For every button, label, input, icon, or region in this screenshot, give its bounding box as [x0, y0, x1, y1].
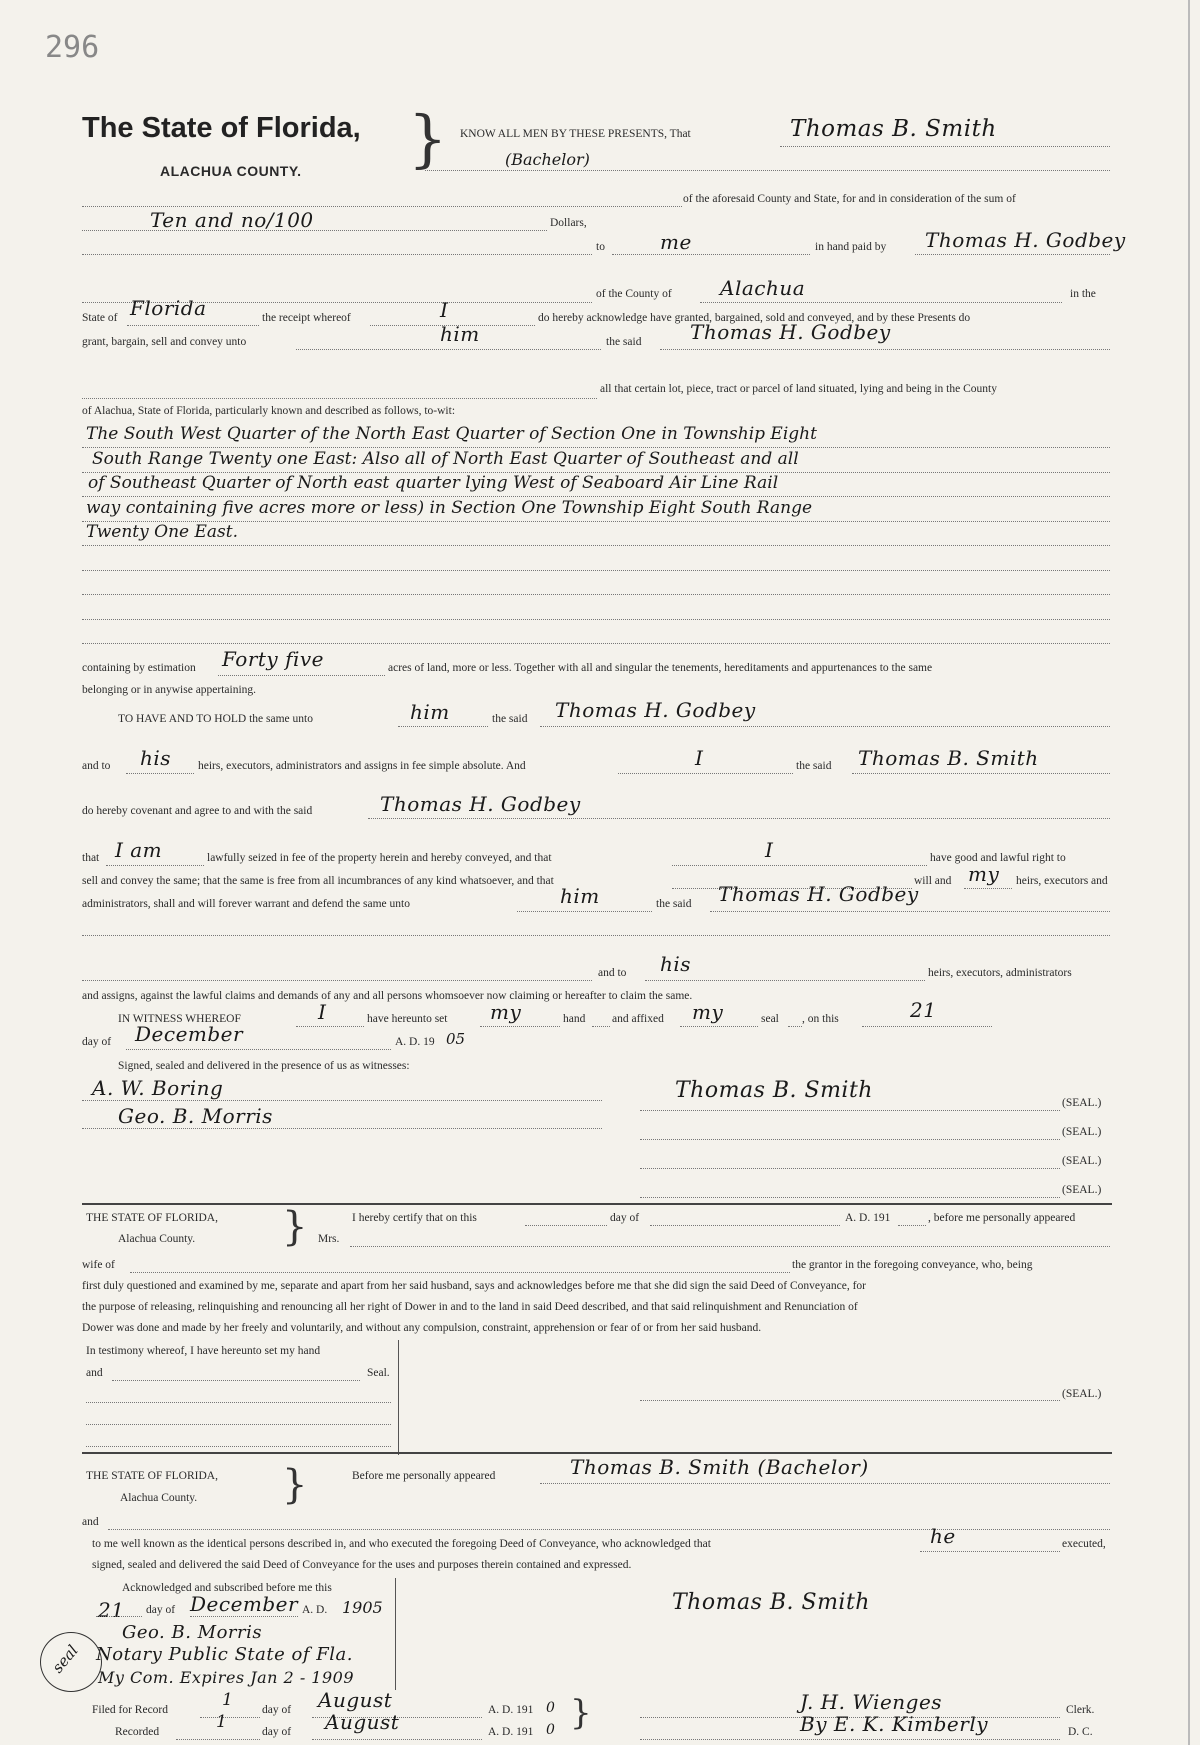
desc-line-3	[82, 496, 1110, 497]
rec-ad: A. D. 191	[488, 1726, 534, 1738]
grant-bargain: grant, bargain, sell and convey unto	[82, 336, 247, 348]
defend-grantee-hw: Thomas H. Godbey	[718, 882, 919, 906]
day-of: day of	[82, 1036, 112, 1048]
know-all-men: KNOW ALL MEN BY THESE PRESENTS, That	[460, 128, 691, 140]
well-known: to me well known as the identical persons described in, and who executed the foregoing Deed of Conveyance, who acknowledged that	[92, 1538, 711, 1550]
dower-county: Alachua County.	[118, 1233, 196, 1245]
line-and-to2	[82, 980, 592, 981]
desc-line-9	[82, 643, 1110, 644]
the-said-4: the said	[656, 898, 692, 910]
sig-line-1	[640, 1110, 1060, 1111]
assigns-text: and assigns, against the lawful claims and demands of any and all persons whomsoever now claiming or hereafter to claim the same.	[82, 990, 693, 1002]
line-wife	[130, 1272, 790, 1273]
line-set-my	[480, 1026, 560, 1027]
administrators: administrators, shall and will forever warrant and defend the same unto	[82, 898, 410, 910]
line-month	[126, 1049, 391, 1050]
description-line: The South West Quarter of the North East Quarter of Section One in Township Eight	[86, 424, 817, 444]
that-i-hw: I	[765, 838, 774, 862]
record-brace: }	[570, 1693, 592, 1733]
containing-by: containing by estimation	[82, 662, 196, 674]
grantor-status: (Bachelor)	[505, 150, 590, 169]
dower-and: and	[86, 1367, 103, 1379]
seal-4: (SEAL.)	[1062, 1184, 1102, 1196]
to-have: TO HAVE AND TO HOLD the same unto	[118, 713, 313, 725]
affixed-my-hw: my	[692, 1000, 724, 1024]
line-ack-and	[108, 1529, 1110, 1530]
of-aforesaid: of the aforesaid County and State, for and in consideration of the sum of	[683, 193, 1016, 205]
testimony: In testimony whereof, I have hereunto set my hand	[86, 1345, 321, 1357]
clerk-label: Clerk.	[1066, 1704, 1095, 1716]
line-appeared	[540, 1483, 1110, 1484]
acres-hw: Forty five	[222, 647, 325, 671]
sig-line-2	[640, 1139, 1060, 1140]
county-hw: Alachua	[720, 276, 806, 300]
ack-month-hw: December	[190, 1592, 299, 1616]
divider-1	[82, 1203, 1112, 1205]
seal-label: seal	[761, 1013, 779, 1025]
line-dower-and	[112, 1380, 360, 1381]
signed-sealed: Signed, sealed and delivered in the presence of us as witnesses:	[118, 1060, 410, 1072]
all-that-certain: all that certain lot, piece, tract or parcel of land situated, lying and being in the County	[600, 383, 997, 395]
desc-line-1	[82, 447, 1110, 448]
signed-text: signed, sealed and delivered the said Deed of Conveyance for the uses and purposes therein contained and expressed.	[92, 1559, 632, 1571]
of-alachua: of Alachua, State of Florida, particularly known and described as follows, to-wit:	[82, 405, 456, 417]
dower-certify: I hereby certify that on this	[352, 1212, 477, 1224]
am-hw: I am	[115, 838, 163, 862]
witness-i-hw: I	[318, 1000, 327, 1024]
dower-seal: Seal.	[367, 1367, 390, 1379]
ad-label: A. D. 19	[395, 1036, 435, 1048]
line-dc	[640, 1739, 1060, 1740]
filed-year-hw: 0	[546, 1700, 555, 1716]
grantor-name: Thomas B. Smith	[790, 116, 997, 142]
heirs-exec-2: heirs, executors, administrators	[928, 967, 1072, 979]
ack-before-me: Before me personally appeared	[352, 1470, 496, 1482]
grantor-signature: Thomas B. Smith	[675, 1078, 873, 1103]
on-this: , on this	[802, 1013, 839, 1025]
line-filed-day	[200, 1717, 260, 1718]
heirs-exec: heirs, executors and	[1016, 875, 1108, 887]
line-that-i	[672, 865, 927, 866]
in-hand-paid: in hand paid by	[815, 241, 887, 253]
line-have-unto	[398, 726, 488, 727]
seal-stamp-text: seal	[48, 1641, 82, 1677]
line-certain	[82, 398, 597, 399]
good-right: have good and lawful right to	[930, 852, 1066, 864]
dc-label: D. C.	[1068, 1726, 1093, 1738]
line-blank-defend	[82, 935, 1110, 936]
have-hereunto: have hereunto set	[367, 1013, 448, 1025]
he-hw: he	[930, 1524, 956, 1548]
line-he	[920, 1551, 1060, 1552]
wife-of: wife of	[82, 1259, 115, 1271]
ack-state: THE STATE OF FLORIDA,	[86, 1470, 218, 1482]
ack-county: Alachua County.	[120, 1492, 198, 1504]
line-my	[964, 888, 1012, 889]
filed-day-of: day of	[262, 1704, 292, 1716]
to-label: to	[596, 241, 605, 253]
line-witness2	[82, 1128, 602, 1129]
will-and: will and	[914, 875, 952, 887]
appeared-hw: Thomas B. Smith (Bachelor)	[570, 1455, 869, 1479]
seal-2: (SEAL.)	[1062, 1126, 1102, 1138]
filed-ad: A. D. 191	[488, 1704, 534, 1716]
dower-para-2: the purpose of releasing, relinquishing and renouncing all her right of Dower in and to the land in said Deed described, and that said relinquishment and Renunciation of	[82, 1301, 858, 1313]
amount: Ten and no/100	[150, 208, 314, 232]
and-to-2: and to	[598, 967, 627, 979]
line-and-i	[618, 773, 793, 774]
line-am	[106, 865, 204, 866]
line-grantor	[852, 773, 1110, 774]
and-i-hw: I	[695, 746, 704, 770]
to-me: me	[660, 230, 692, 254]
line-county	[700, 302, 1062, 303]
dollars-label: Dollars,	[550, 217, 587, 229]
the-said-2: the said	[492, 713, 528, 725]
receipt-hw: I	[440, 298, 449, 322]
covenant: do hereby covenant and agree to and with the said	[82, 805, 313, 817]
line-dower-day	[525, 1225, 607, 1226]
and-affixed: and affixed	[612, 1013, 664, 1025]
belonging: belonging or in anywise appertaining.	[82, 684, 257, 696]
description-line: Twenty One East.	[86, 522, 238, 542]
rec-day-of: day of	[262, 1726, 292, 1738]
dower-seal-paren: (SEAL.)	[1062, 1388, 1102, 1400]
line-grantee	[915, 254, 1110, 255]
ack-ad: A. D.	[302, 1604, 328, 1616]
line-his2	[645, 980, 925, 981]
have-unto-hw: him	[410, 700, 450, 724]
filed-month-hw: August	[318, 1688, 393, 1712]
line-covenant	[368, 818, 1110, 819]
in-the: in the	[1070, 288, 1096, 300]
notary-name: Geo. B. Morris	[122, 1622, 263, 1643]
dower-ad: A. D. 191	[845, 1212, 891, 1224]
seal-1: (SEAL.)	[1062, 1097, 1102, 1109]
line-hand	[592, 1026, 610, 1027]
and-to: and to	[82, 760, 111, 772]
witness-day-hw: 21	[910, 998, 937, 1022]
line-dower-2	[86, 1424, 391, 1425]
rec-year-hw: 0	[546, 1722, 555, 1738]
line-witness-i	[296, 1026, 364, 1027]
line-ack-month	[190, 1616, 298, 1617]
divider-2	[82, 1452, 1112, 1454]
grantor-line	[780, 146, 1110, 147]
state-of: State of	[82, 312, 118, 324]
state-title: The State of Florida,	[82, 112, 361, 144]
line-to-hw	[612, 254, 810, 255]
set-my-hw: my	[490, 1000, 522, 1024]
sig-line-3	[640, 1168, 1060, 1169]
hand-label: hand	[563, 1013, 586, 1025]
said-grantee-hw: Thomas H. Godbey	[690, 320, 891, 344]
the-said-3: the said	[796, 760, 832, 772]
grantor-line2	[425, 170, 1110, 171]
description-line: South Range Twenty one East: Also all of North East Quarter of Southeast and all	[92, 449, 799, 469]
witness-month-hw: December	[135, 1022, 244, 1046]
line-affixed-my	[680, 1026, 758, 1027]
description-line: of Southeast Quarter of North east quarter lying West of Seaboard Air Line Rail	[88, 473, 779, 493]
acknowledge-text: do hereby acknowledge have granted, bargained, sold and conveyed, and by these Presents do	[538, 312, 971, 324]
seal-3: (SEAL.)	[1062, 1155, 1102, 1167]
witness2-name: Geo. B. Morris	[118, 1104, 273, 1128]
page-edge	[1188, 0, 1190, 1745]
line-acres	[218, 675, 385, 676]
notary-expires: My Com. Expires Jan 2 - 1909	[98, 1668, 355, 1687]
have-grantee-hw: Thomas H. Godbey	[555, 698, 756, 722]
witness-year-hw: 05	[446, 1030, 466, 1048]
notary-title: Notary Public State of Fla.	[96, 1644, 353, 1665]
desc-line-6	[82, 570, 1110, 571]
covenant-hw: Thomas H. Godbey	[380, 792, 581, 816]
acres-text: acres of land, more or less. Together with all and singular the tenements, hereditaments and appurtenances to the same	[388, 662, 933, 674]
ack-bracket	[395, 1578, 396, 1690]
dc-hw: By E. K. Kimberly	[800, 1712, 989, 1736]
filed-day-hw: 1	[222, 1690, 234, 1710]
sell-convey: sell and convey the same; that the same is free from all incumbrances of any kind whatsoever, and that	[82, 875, 554, 887]
desc-line-5	[82, 545, 1110, 546]
dower-bracket	[398, 1340, 399, 1455]
his-hw-2: his	[660, 952, 692, 976]
executed: executed,	[1062, 1538, 1106, 1550]
habendum-grantor-hw: Thomas B. Smith	[858, 746, 1039, 770]
dower-para-3: Dower was done and made by her freely and voluntarily, and without any compulsion, constraint, apprehension or fear of or from her said husband.	[82, 1322, 762, 1334]
header-brace: }	[408, 102, 448, 175]
ack-and: and	[82, 1516, 99, 1528]
line-have-grantee	[540, 726, 1110, 727]
line-ack-day	[96, 1616, 142, 1617]
line-dower-month	[650, 1225, 840, 1226]
his-hw: his	[140, 746, 172, 770]
line-unto	[296, 349, 601, 350]
dower-para-1: first duly questioned and examined by me, separate and apart from her said husband, says and acknowledges before me that she did sign the said Deed of Conveyance, for	[82, 1280, 866, 1292]
dower-brace: }	[282, 1204, 308, 1250]
state-hw: Florida	[130, 296, 207, 320]
line-rec-month	[312, 1739, 482, 1740]
line-defend-grantee	[710, 911, 1110, 912]
page-number: 296	[45, 30, 100, 65]
ack-day-of: day of	[146, 1604, 176, 1616]
line-aforesaid	[82, 206, 682, 207]
line-dower-1	[86, 1402, 391, 1403]
county-heading: ALACHUA COUNTY.	[160, 163, 302, 179]
dower-mrs: Mrs.	[318, 1233, 340, 1245]
heirs-text: heirs, executors, administrators and assigns in fee simple absolute. And	[198, 760, 526, 772]
ack-signature: Thomas B. Smith	[672, 1590, 870, 1615]
line-dower-year	[898, 1225, 926, 1226]
description-line: way containing five acres more or less) in Section One Township Eight South Range	[86, 498, 813, 518]
rec-day-hw: 1	[216, 1712, 228, 1732]
line-on-this	[862, 1026, 992, 1027]
dower-before: , before me personally appeared	[928, 1212, 1076, 1224]
witness1-name: A. W. Boring	[92, 1076, 224, 1100]
filed-label: Filed for Record	[92, 1704, 169, 1716]
grantor-text: the grantor in the foregoing conveyance, who, being	[792, 1259, 1033, 1271]
grantee-name: Thomas H. Godbey	[925, 228, 1126, 252]
of-county-of: of the County of	[596, 288, 672, 300]
sig-line-4	[640, 1197, 1060, 1198]
line-defend-unto	[517, 911, 652, 912]
seized-text: lawfully seized in fee of the property herein and hereby conveyed, and that	[207, 852, 552, 864]
desc-line-7	[82, 594, 1110, 595]
the-said-1: the said	[606, 336, 642, 348]
unto-hw: him	[440, 322, 480, 346]
line-said-grantee	[660, 349, 1110, 350]
line-witness1	[82, 1100, 602, 1101]
line-to	[82, 254, 592, 255]
line-mrs	[350, 1246, 1110, 1247]
line-dower-3	[86, 1446, 391, 1447]
clerk-hw: J. H. Wienges	[800, 1690, 943, 1714]
line-rec-day	[176, 1739, 260, 1740]
defend-unto-hw: him	[560, 884, 600, 908]
line-dower-sig	[640, 1400, 1060, 1401]
line-seal	[788, 1026, 802, 1027]
desc-line-8	[82, 619, 1110, 620]
in-witness: IN WITNESS WHEREOF	[118, 1013, 241, 1025]
rec-month-hw: August	[325, 1710, 400, 1734]
recorded-label: Recorded	[115, 1726, 160, 1738]
line-state	[127, 325, 259, 326]
that-label: that	[82, 852, 100, 864]
ack-brace: }	[282, 1462, 308, 1508]
ack-day-hw: 21	[98, 1598, 125, 1622]
line-his	[126, 773, 194, 774]
dower-state: THE STATE OF FLORIDA,	[86, 1212, 218, 1224]
dower-day-of: day of	[610, 1212, 640, 1224]
ack-subscribed: Acknowledged and subscribed before me this	[122, 1582, 332, 1594]
ack-year-hw: 1905	[342, 1598, 383, 1617]
my-hw: my	[968, 862, 1000, 886]
receipt-whereof: the receipt whereof	[262, 312, 351, 324]
